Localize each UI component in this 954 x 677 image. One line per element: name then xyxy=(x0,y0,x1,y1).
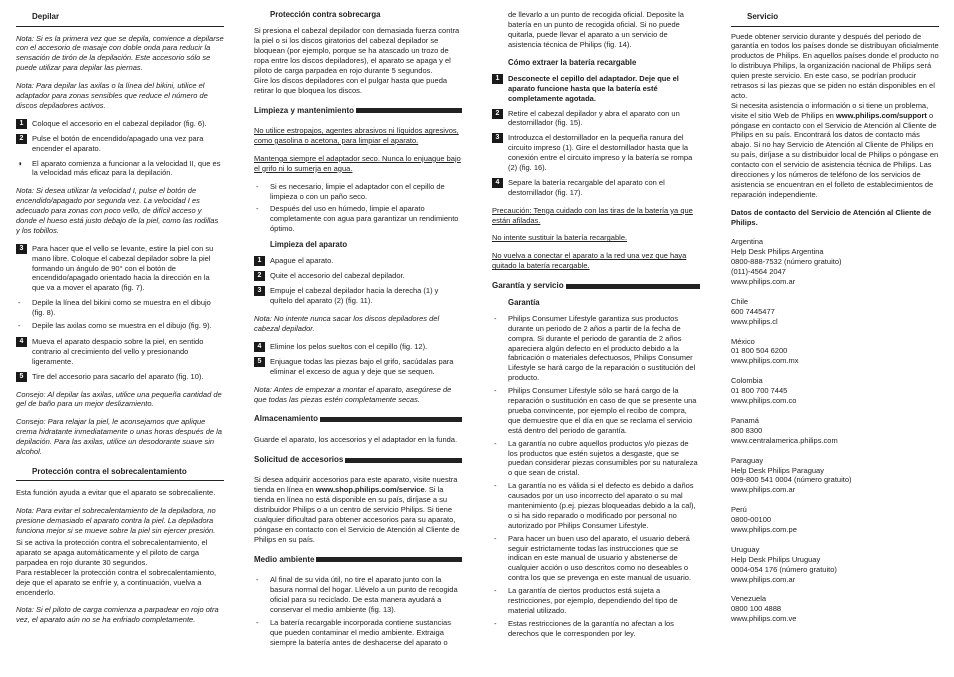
contact-line: (011)-4564 2047 xyxy=(731,267,786,277)
note: Nota: Si el piloto de carga comienza a parpadear en rojo otra vez, el aparato aún no se ha enfriado completamente. xyxy=(16,605,219,625)
step-5: 5 Tire del accesorio para sacarlo del aparato (fig. 10). xyxy=(16,372,224,382)
contact-line: Help Desk Philips Argentina xyxy=(731,247,824,257)
list-item: - Después del uso en húmedo, limpie el aparato completamente con agua para garantizar un rendimiento óptimo. xyxy=(256,204,459,234)
support-link[interactable]: www.philips.com/support xyxy=(835,110,927,120)
contact-entry xyxy=(731,416,939,446)
step-5: 5 Enjuague todas las piezas bajo el grifo, sacúdalas para eliminar el exceso de agua y deje que se sequen. xyxy=(254,357,462,377)
contact-line: Help Desk Philips Uruguay xyxy=(731,554,821,564)
section-title-battery: Cómo extraer la batería recargable xyxy=(508,57,637,67)
contact-country: Chile xyxy=(731,296,749,306)
note: Nota: Para depilar las axilas o la línea del bikini, utilice el adaptador para zonas sensibles que reduce el número de discos depiladores activos. xyxy=(16,81,208,110)
section-title-overheat: Protección contra el sobrecalentamiento xyxy=(16,465,224,482)
section-title-depilar: Depilar xyxy=(16,10,224,27)
section-title-warranty: Garantía xyxy=(508,297,540,307)
column-3 xyxy=(492,10,700,674)
contact-line: 0800-888-7532 (número gratuito) xyxy=(731,257,842,267)
list-item: - Philips Consumer Lifestyle garantiza sus productos durante un periodo de 2 años a partir de la fecha de compra. Si durante el periodo de garantía de 2 años apareciera algún defecto en el producto debido a la fabricación o materiales defectuosos, Philips Consumer Lifestyle se hará cargo de la reparación o sustitución del producto. xyxy=(494,313,696,383)
tip: Consejo: Al depilar las axilas, utilice una pequeña cantidad de gel de baño para un mejor deslizamiento. xyxy=(16,389,222,409)
contact-country: Argentina xyxy=(731,237,764,247)
contact-line: 01 800 700 7445 xyxy=(731,386,788,396)
step-4: 4 Separe la batería recargable del aparato con el destornillador (fig. 17). xyxy=(492,178,700,198)
warning: Precaución: Tenga cuidado con las tiras de la batería ya que están afiladas. xyxy=(492,205,693,225)
note: Nota: Si es la primera vez que se depila, comience a depilarse con el accesorio de masaje con doble onda para reducir la sensación de tirón de la depilación. Este accesorio sólo se puede utilizar para depilar las piernas. xyxy=(16,33,224,73)
contact-country: Colombia xyxy=(731,376,763,386)
section-title-accessories: Solicitud de accesorios xyxy=(254,453,462,469)
paragraph: Si presiona el cabezal depilador con demasiada fuerza contra la piel o si los discos giratorios del cabezal depilador se bloquean (por ejemplo, porque se ha atascado un trozo de ropa entre los discos depiladores), el aparato se apaga y el piloto de carga parpadea en rojo durante 5 segundos. xyxy=(254,26,460,75)
note: Nota: Antes de empezar a montar el aparato, asegúrese de que todas las piezas estén completamente secas. xyxy=(254,384,452,404)
list-item: - La batería recargable incorporada contiene sustancias que pueden contaminar el medio ambiente. Extraiga siempre la batería antes de deshacerse del aparato o xyxy=(256,617,451,647)
contact-line: 0004-054 176 (número gratuito) xyxy=(731,564,837,574)
contact-line: 01 800 504 6200 xyxy=(731,346,788,356)
contact-line: 009-800 541 0004 (número gratuito) xyxy=(731,475,852,485)
paragraph: Si se activa la protección contra el sobrecalentamiento, el aparato se apaga automáticamente y el piloto de carga parpadea en rojo durante 30 segundos. xyxy=(16,538,208,567)
list-item: - Para hacer un buen uso del aparato, el usuario deberá seguir estrictamente todas las instrucciones que se indican en este manual de usuario y abstenerse de cualquier acción o uso descritos como no deseables o contra los que se prevenga en este manual de usuario. xyxy=(494,533,692,583)
paragraph: Esta función ayuda a evitar que el aparato se sobrecaliente. xyxy=(16,488,216,498)
contact-line[interactable]: www.philips.com.pe xyxy=(731,524,797,534)
contact-line[interactable]: www.philips.cl xyxy=(731,316,778,326)
contact-entry xyxy=(731,456,939,496)
paragraph: Si necesita asistencia o información o si tiene un problema, visite el sitio Web de Philips en www.philips.com/support o póngase en contacto con el Servicio de Atención al Cliente de Philips en su país. Encontrará los datos de contacto más abajo. Si no hay Servicio de Atención al Cliente de Philips en su país, diríjase a su distribuidor local de Philips o póngase en contacto con el servicio de asistencia técnica de Philips. Las direcciones y los números de teléfono de los servicios de asistencia se encuentran en el folleto de establecimientos de reparación independiente. xyxy=(731,100,939,199)
paragraph: Si desea adquirir accesorios para este aparato, visite nuestra tienda en línea en www.shop.philips.com/service. Si la tienda en línea no está disponible en su país, diríjase a su distribuidor Philips o a un centro de servicio Philips. Si tiene cualquier dificultad para obtener accesorios para su aparato, póngase en contacto con el Servicio de Atención al Cliente de Philips en su país. xyxy=(254,475,460,544)
section-title-warranty-service: Garantía y servicio xyxy=(492,279,700,295)
contact-country: Paraguay xyxy=(731,455,764,465)
paragraph: Guarde el aparato, los accesorios y el adaptador en la funda. xyxy=(254,435,458,445)
contact-country: Perú xyxy=(731,505,747,515)
step-3: 3 Introduzca el destornillador en la pequeña ranura del circuito impreso (1). Gire el destornillador hasta que la conexión entre el circuito impreso y la batería se rompa (2) (fig. 16). xyxy=(492,133,700,173)
list-item: - Estas restricciones de la garantía no afectan a los derechos que le corresponden por ley. xyxy=(494,618,674,638)
contact-country: Panamá xyxy=(731,415,759,425)
contact-line[interactable]: www.philips.com.mx xyxy=(731,356,799,366)
warning: No vuelva a conectar el aparato a la red una vez que haya quitado la batería recargable. xyxy=(492,251,687,271)
contact-entry xyxy=(731,594,939,624)
contact-line: 800 8300 xyxy=(731,425,763,435)
step-4: 4 Elimine los pelos sueltos con el cepillo (fig. 12). xyxy=(254,342,462,352)
column-1 xyxy=(16,10,224,674)
paragraph: Puede obtener servicio durante y después del periodo de garantía en todos los países donde se distribuyan oficialmente productos de Philips. En aquellos países donde el producto no lo distribuya Philips, la organización nacional de Philips será quien preste servicio. En este caso, se podrían producir retrasos si las piezas que se piden no están disponibles en el acto. xyxy=(731,31,939,100)
warning: Mantenga siempre el adaptador seco. Nunca lo enjuague bajo el grifo ni lo sumerja en agua. xyxy=(254,153,461,173)
note: Nota: No intente nunca sacar los discos depiladores del cabezal depilador. xyxy=(254,314,440,334)
list-item: - Depile la línea del bikini como se muestra en el dibujo (fig. 8). xyxy=(18,298,211,318)
list-item: - La garantía no cubre aquellos productos y/o piezas de los productos que estén sujetos a desgaste, que se puedan considerar piezas consumibles por su naturaleza o que sean de cristal. xyxy=(494,438,698,478)
contact-entry xyxy=(731,505,939,535)
note: Nota: Si desea utilizar la velocidad I, pulse el botón de encendido/apagado por segunda vez. La velocidad I es adecuado para zonas con poco vello, de difícil acceso y donde el hueso está justo debajo de la piel, como las rodillas y los tobillos. xyxy=(16,186,219,235)
contact-line[interactable]: www.philips.com.ve xyxy=(731,614,797,624)
section-title-cleaning: Limpieza y mantenimiento xyxy=(254,104,462,120)
note: Nota: Para evitar el sobrecalentamiento de la depiladora, no presione demasiado el aparato contra la piel. La depiladora funciona mejor si se mueve sobre la piel sin ejercer presión. xyxy=(16,506,216,536)
contacts-list xyxy=(731,237,939,624)
list-item: - La garantía no es válida si el defecto es debido a daños causados por un uso incorrecto del aparato o su mal mantenimiento (p.ej. piezas bloqueadas debido a la cal), o si ha sido reparado o modificado por personal no autorizado por Philips Consumer Lifestyle. xyxy=(494,481,696,530)
list-item: - Philips Consumer Lifestyle sólo se hará cargo de la reparación o sustitución en caso de que se presente una prueba convincente, por ejemplo el recibo de compra, que demuestre que el día en que se reclama el servicio está dentro del periodo de garantía. xyxy=(494,386,697,435)
column-2 xyxy=(254,10,462,674)
section-title-service: Servicio xyxy=(731,10,939,27)
arrow-icon: ◗ xyxy=(18,158,23,168)
step-2: 2 Pulse el botón de encendido/apagado una vez para encender el aparato. xyxy=(16,134,224,154)
warning: No utilice estropajos, agentes abrasivos ni líquidos agresivos, como gasolina o acetona, para limpiar el aparato. xyxy=(254,126,459,145)
contact-line: 0800-00100 xyxy=(731,515,772,525)
column-4 xyxy=(731,10,939,674)
step-1: 1 Coloque el accesorio en el cabezal depilador (fig. 6). xyxy=(16,119,224,129)
contacts-heading: Datos de contacto del Servicio de Atención al Cliente de Philips. xyxy=(731,207,932,227)
contact-country: México xyxy=(731,336,755,346)
step-2: 2 Retire el cabezal depilador y abra el aparato con un destornillador (fig. 15). xyxy=(492,109,700,129)
paragraph: Para restablecer la protección contra el sobrecalentamiento, deje que el aparato se enfríe y, a continuación, vuelva a encenderlo. xyxy=(16,567,217,597)
paragraph: Gire los discos depiladores con el pulgar hasta que pueda retirar lo que bloquea los discos. xyxy=(254,75,448,95)
contact-line[interactable]: www.philips.com.co xyxy=(731,396,797,406)
contact-line: 600 7445477 xyxy=(731,306,775,316)
contact-country: Uruguay xyxy=(731,544,760,554)
tip: Consejo: Para relajar la piel, le aconsejamos que aplique crema hidratante inmediatamente o unas horas después de la depilación. Para las axilas, utilice un desodorante suave sin alcohol. xyxy=(16,417,222,457)
step-1: 1 Apague el aparato. xyxy=(254,256,462,266)
paragraph: de llevarlo a un punto de recogida oficial. Deposite la batería en un punto de recogida oficial. Si no puede quitarla, puede llevar el aparato a un servicio de asistencia técnica de Philips (fig. 14). xyxy=(508,10,684,49)
list-item: - Si es necesario, limpie el adaptador con el cepillo de limpieza o con un paño seco. xyxy=(256,181,445,201)
step-3: 3 Para hacer que el vello se levante, estire la piel con su mano libre. Coloque el cabezal depilador sobre la piel formando un ángulo de 90° con el botón de encendido/apagado orientado hacia la dirección en la que va a mover el aparato (fig. 7). xyxy=(16,244,224,293)
list-item: - Depile las axilas como se muestra en el dibujo (fig. 9). xyxy=(18,321,212,331)
section-title-storage: Almacenamiento xyxy=(254,412,462,428)
contact-country: Venezuela xyxy=(731,594,767,604)
contact-entry xyxy=(731,237,939,286)
step-1: 1 Desconecte el cepillo del adaptador. Deje que el aparato funcione hasta que la batería esté completamente agotada. xyxy=(492,74,700,104)
contact-line[interactable]: www.philips.com.ar xyxy=(731,277,796,287)
contact-line[interactable]: www.philips.com.ar xyxy=(731,485,796,495)
step-2-result: ◗ El aparato comienza a funcionar a la velocidad II, que es la velocidad más eficaz para la depilación. xyxy=(18,158,221,178)
warning: No intente sustituir la batería recargable. xyxy=(492,233,628,243)
contact-entry xyxy=(731,337,939,367)
contact-entry xyxy=(731,297,939,327)
list-item: - La garantía de ciertos productos está sujeta a restricciones, por ejemplo, dependiendo del tipo de material utilizado. xyxy=(494,586,678,615)
step-3: 3 Empuje el cabezal depilador hacia la derecha (1) y quítelo del aparato (2) (fig. 11). xyxy=(254,286,462,306)
section-title-environment: Medio ambiente xyxy=(254,553,462,569)
section-title-cleaning-appliance: Limpieza del aparato xyxy=(270,240,348,250)
section-title-overload: Protección contra sobrecarga xyxy=(270,10,381,19)
contact-entry xyxy=(731,545,939,585)
contact-line[interactable]: www.philips.com.ar xyxy=(731,574,796,584)
step-2: 2 Quite el accesorio del cabezal depilador. xyxy=(254,271,462,281)
shop-link[interactable]: www.shop.philips.com/service xyxy=(315,485,425,495)
list-item: - Al final de su vida útil, no tire el aparato junto con la basura normal del hogar. Llévelo a un punto de recogida oficial para su reciclado. De esta manera ayudará a conservar el medio ambiente (fig. 13). xyxy=(256,575,458,614)
contact-line[interactable]: www.centralamerica.philips.com xyxy=(731,435,838,445)
step-4: 4 Mueva el aparato despacio sobre la piel, en sentido contrario al crecimiento del vello y presionando ligeramente. xyxy=(16,337,224,367)
contact-entry xyxy=(731,376,939,406)
contact-line: Help Desk Philips Paraguay xyxy=(731,465,824,475)
contact-line: 0800 100 4888 xyxy=(731,604,782,614)
